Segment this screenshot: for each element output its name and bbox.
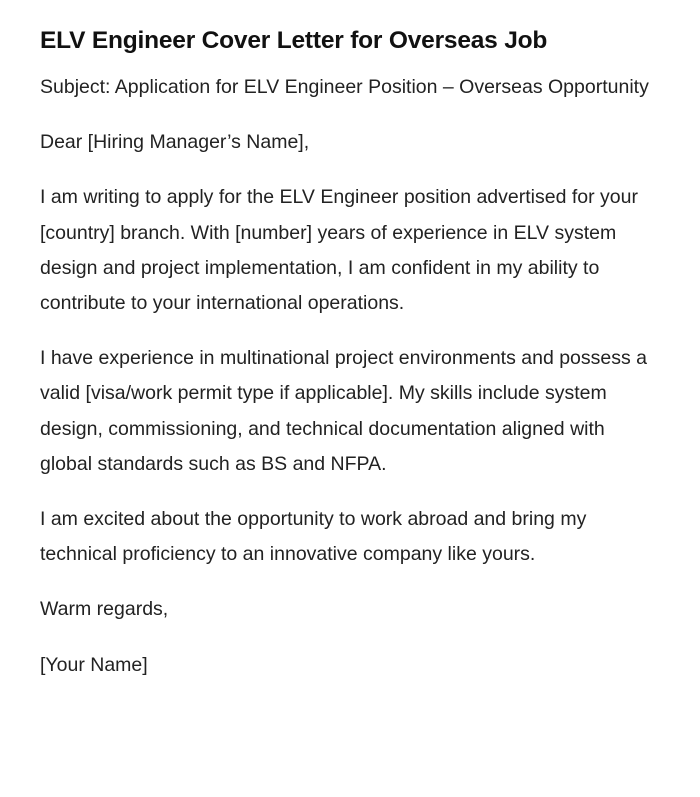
body-paragraph-intro: I am writing to apply for the ELV Engineer position advertised for your [country] branch. With [number] years of experience in ELV system design and project implementation, I am confident in my ability to contribute to your international operations. — [40, 186, 638, 315]
salutation: Dear [Hiring Manager’s Name], — [40, 131, 310, 154]
signature-name: [Your Name] — [40, 653, 148, 676]
body-paragraph-closing: I am excited about the opportunity to work abroad and bring my technical proficiency to an innovative company like yours. — [40, 508, 587, 566]
body-paragraph-experience: I have experience in multinational project environments and possess a valid [visa/work permit type if applicable]. My skills include system design, commissioning, and technical documentation aligned with global standards such as BS and NFPA. — [40, 347, 648, 475]
page-title: ELV Engineer Cover Letter for Overseas Job — [40, 27, 548, 54]
sign-off: Warm regards, — [40, 598, 169, 621]
subject-line: Subject: Application for ELV Engineer Position – Overseas Opportunity — [40, 76, 649, 98]
